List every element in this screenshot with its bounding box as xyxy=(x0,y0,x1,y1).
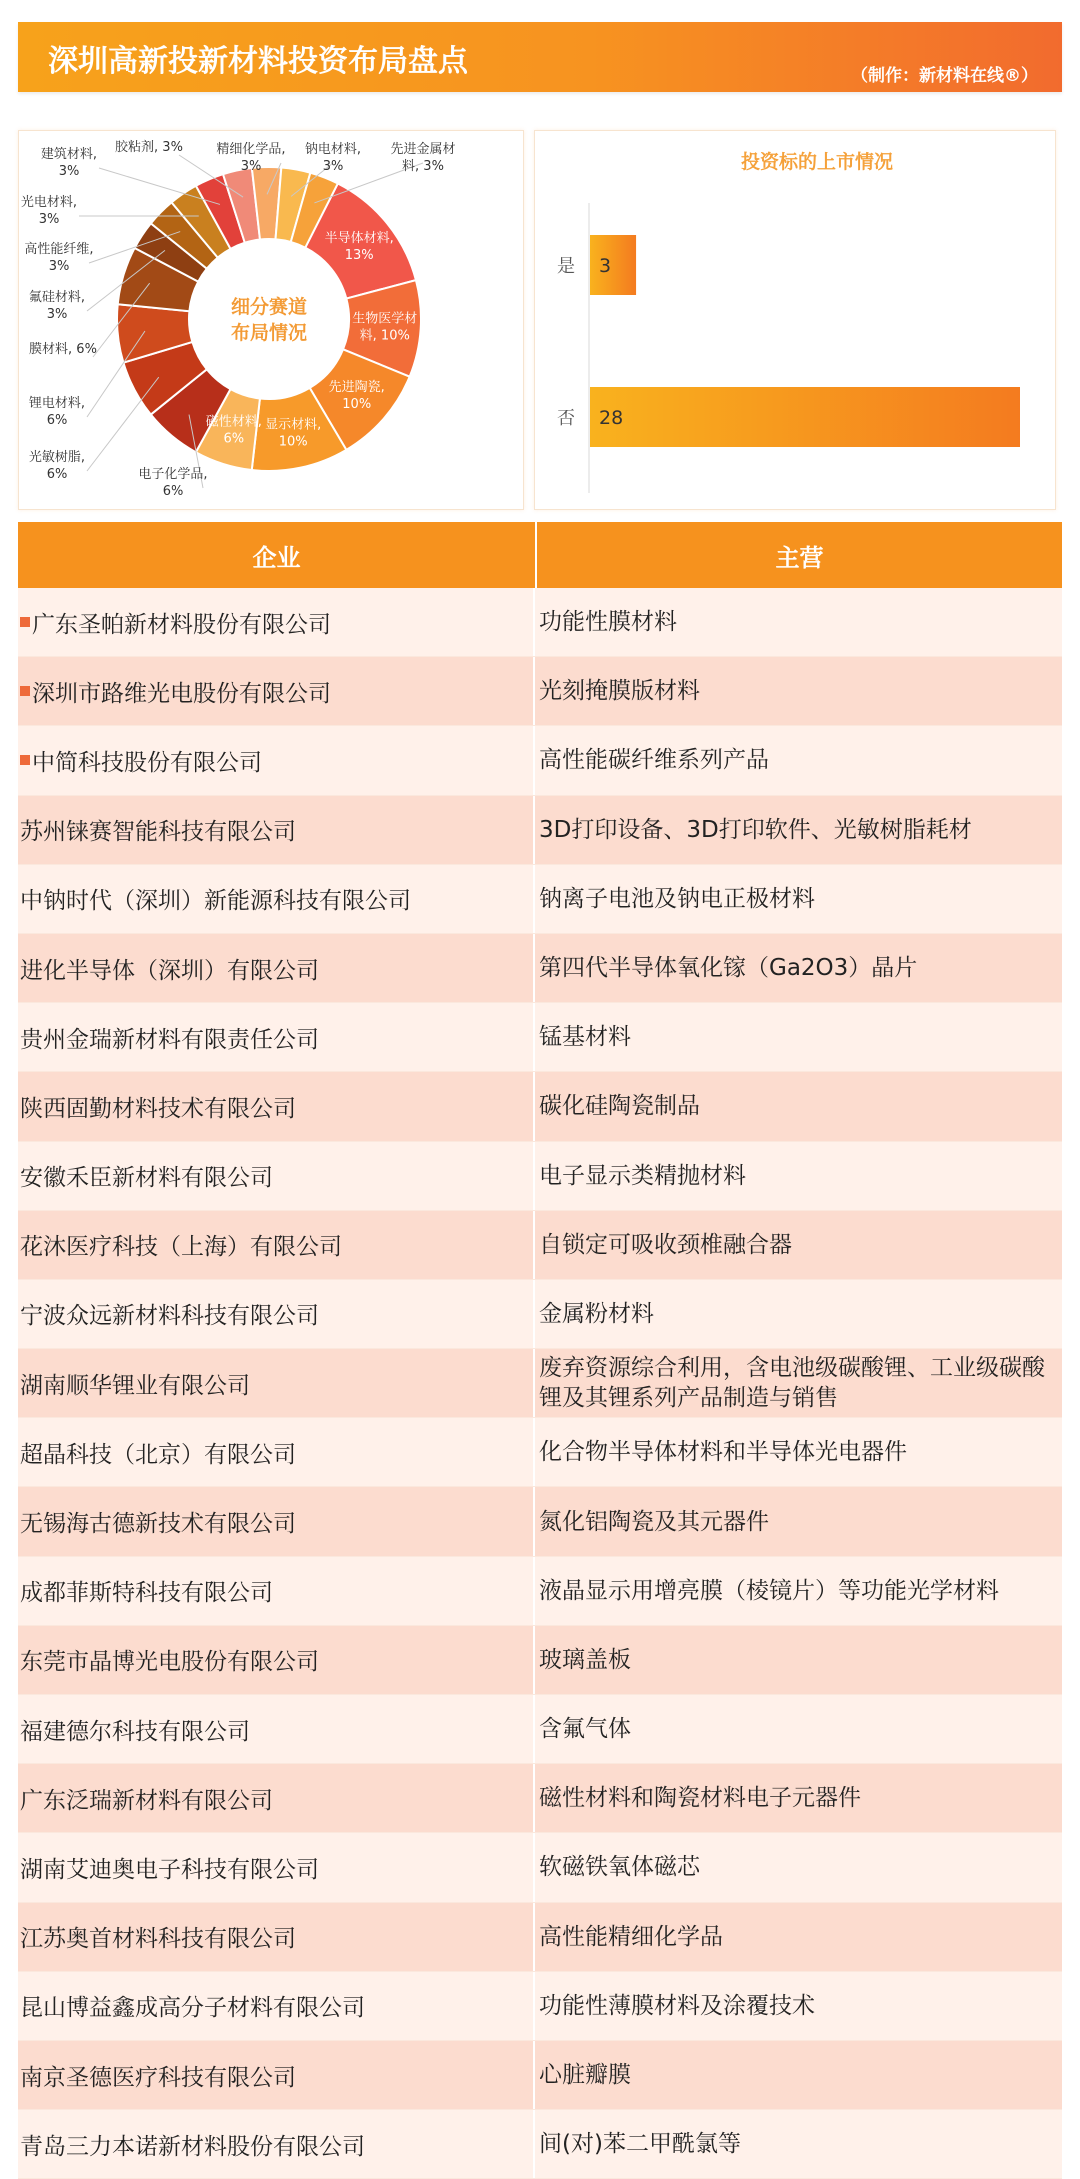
pie-chart-panel xyxy=(18,130,524,510)
company-cell xyxy=(18,865,535,933)
bar-chart-panel xyxy=(534,130,1056,510)
company-cell xyxy=(18,1487,535,1555)
table-row xyxy=(18,1280,1062,1349)
company-name: 超晶科技（北京）有限公司 xyxy=(20,1436,296,1469)
pie-outside-label: 电子化学品, 6% xyxy=(138,466,207,499)
company-name: 安徽禾臣新材料有限公司 xyxy=(20,1159,273,1192)
company-cell xyxy=(18,726,535,794)
business-cell: 功能性薄膜材料及涂覆技术 xyxy=(535,1972,1062,2040)
company-name: 青岛三力本诺新材料股份有限公司 xyxy=(20,2128,365,2161)
pie-leader-line xyxy=(87,377,159,471)
company-cell xyxy=(18,2041,535,2109)
table-row xyxy=(18,1211,1062,1280)
business-cell: 光刻掩膜版材料 xyxy=(535,657,1062,725)
pie-outside-label: 光敏树脂, 6% xyxy=(29,449,85,482)
table-row xyxy=(18,2110,1062,2179)
company-table xyxy=(18,522,1062,2179)
company-name: 进化半导体（深圳）有限公司 xyxy=(20,952,319,985)
business-cell: 自锁定可吸收颈椎融合器 xyxy=(535,1211,1062,1279)
table-row xyxy=(18,1072,1062,1141)
company-cell xyxy=(18,1764,535,1832)
table-row xyxy=(18,657,1062,726)
company-name: 湖南顺华锂业有限公司 xyxy=(20,1367,250,1400)
pie-outside-label: 锂电材料, 6% xyxy=(29,395,85,428)
pie-inside-label: 显示材料, 10% xyxy=(265,416,321,449)
business-cell: 高性能精细化学品 xyxy=(535,1903,1062,1971)
company-name: 贵州金瑞新材料有限责任公司 xyxy=(20,1021,319,1054)
business-cell: 间(对)苯二甲酰氯等 xyxy=(535,2110,1062,2178)
business-cell: 高性能碳纤维系列产品 xyxy=(535,726,1062,794)
business-cell: 金属粉材料 xyxy=(535,1280,1062,1348)
company-cell xyxy=(18,588,535,656)
table-row xyxy=(18,2041,1062,2110)
company-name: 无锡海古德新技术有限公司 xyxy=(20,1505,296,1538)
table-row xyxy=(18,1557,1062,1626)
pie-outside-label: 精细化学品, 3% xyxy=(216,141,285,174)
table-row xyxy=(18,796,1062,865)
company-cell xyxy=(18,1833,535,1901)
listed-marker-icon xyxy=(20,617,30,627)
table-row xyxy=(18,1487,1062,1556)
pie-outside-label: 膜材料, 6% xyxy=(29,341,97,357)
company-name: 南京圣德医疗科技有限公司 xyxy=(20,2059,296,2092)
table-row xyxy=(18,588,1062,657)
table-row xyxy=(18,1418,1062,1487)
business-cell: 液晶显示用增亮膜（棱镜片）等功能光学材料 xyxy=(535,1557,1062,1625)
company-name: 福建德尔科技有限公司 xyxy=(20,1713,250,1746)
pie-outside-label: 钠电材料, 3% xyxy=(305,141,361,174)
bar-chart-title: 投资标的上市情况 xyxy=(741,150,893,173)
pie-outside-label: 高性能纤维, 3% xyxy=(24,241,93,274)
header-banner xyxy=(18,22,1062,92)
pie-outside-label: 先进金属材料, 3% xyxy=(390,141,455,174)
business-cell: 玻璃盖板 xyxy=(535,1626,1062,1694)
table-row xyxy=(18,934,1062,1003)
pie-inside-label: 半导体材料, 13% xyxy=(325,230,394,263)
company-cell xyxy=(18,1349,535,1417)
company-name: 广东圣帕新材料股份有限公司 xyxy=(32,606,331,639)
company-name: 湖南艾迪奥电子科技有限公司 xyxy=(20,1851,319,1884)
business-cell: 氮化铝陶瓷及其元器件 xyxy=(535,1487,1062,1555)
business-cell: 废弃资源综合利用，含电池级碳酸锂、工业级碳酸锂及其锂系列产品制造与销售 xyxy=(535,1349,1062,1417)
table-row xyxy=(18,726,1062,795)
company-name: 中钠时代（深圳）新能源科技有限公司 xyxy=(20,882,411,915)
table-row xyxy=(18,1003,1062,1072)
company-cell xyxy=(18,1003,535,1071)
company-name: 宁波众远新材料科技有限公司 xyxy=(20,1297,319,1330)
bar-category-label: 否 xyxy=(557,408,575,429)
pie-inside-label: 生物医学材料, 10% xyxy=(352,311,417,344)
table-row xyxy=(18,1903,1062,1972)
pie-chart xyxy=(19,131,523,509)
bar-chart xyxy=(535,131,1055,509)
company-name: 成都菲斯特科技有限公司 xyxy=(20,1574,273,1607)
pie-outside-label: 光电材料, 3% xyxy=(21,194,77,227)
table-row xyxy=(18,1349,1062,1418)
company-name: 广东泛瑞新材料有限公司 xyxy=(20,1782,273,1815)
business-cell: 钠离子电池及钠电正极材料 xyxy=(535,865,1062,933)
business-cell: 3D打印设备、3D打印软件、光敏树脂耗材 xyxy=(535,796,1062,864)
business-cell: 锰基材料 xyxy=(535,1003,1062,1071)
company-cell xyxy=(18,934,535,1002)
company-cell xyxy=(18,657,535,725)
company-cell xyxy=(18,1142,535,1210)
company-name: 中简科技股份有限公司 xyxy=(32,744,262,777)
business-cell: 第四代半导体氧化镓（Ga2O3）晶片 xyxy=(535,934,1062,1002)
business-cell: 功能性膜材料 xyxy=(535,588,1062,656)
company-cell xyxy=(18,1972,535,2040)
table-header xyxy=(18,522,1062,588)
credit-text: （制作：新材料在线®） xyxy=(851,61,1038,86)
business-cell: 心脏瓣膜 xyxy=(535,2041,1062,2109)
bar xyxy=(590,235,636,295)
page-title: 深圳高新投新材料投资布局盘点 xyxy=(48,36,468,80)
business-cell: 碳化硅陶瓷制品 xyxy=(535,1072,1062,1140)
company-name: 昆山博益鑫成高分子材料有限公司 xyxy=(20,1989,365,2022)
business-cell: 软磁铁氧体磁芯 xyxy=(535,1833,1062,1901)
company-name: 江苏奥首材料科技有限公司 xyxy=(20,1920,296,1953)
company-cell xyxy=(18,2110,535,2178)
company-cell xyxy=(18,1280,535,1348)
pie-outside-label: 建筑材料, 3% xyxy=(41,146,97,179)
pie-center-label: 细分赛道布局情况 xyxy=(231,295,307,344)
company-cell xyxy=(18,1211,535,1279)
table-row xyxy=(18,1626,1062,1695)
company-cell xyxy=(18,1072,535,1140)
company-cell xyxy=(18,1557,535,1625)
company-cell xyxy=(18,1626,535,1694)
listed-marker-icon xyxy=(20,686,30,696)
table-row xyxy=(18,1833,1062,1902)
pie-inside-label: 磁性材料, 6% xyxy=(206,414,262,447)
table-row xyxy=(18,865,1062,934)
business-cell: 含氟气体 xyxy=(535,1695,1062,1763)
table-row xyxy=(18,1695,1062,1764)
header-company: 企业 xyxy=(18,522,537,588)
company-name: 苏州铼赛智能科技有限公司 xyxy=(20,813,296,846)
company-cell xyxy=(18,1418,535,1486)
bar-value-label: 3 xyxy=(599,255,611,277)
listed-marker-icon xyxy=(20,755,30,765)
table-row xyxy=(18,1142,1062,1211)
company-cell xyxy=(18,796,535,864)
company-cell xyxy=(18,1903,535,1971)
business-cell: 磁性材料和陶瓷材料电子元器件 xyxy=(535,1764,1062,1832)
header-business: 主营 xyxy=(537,522,1062,588)
company-name: 陕西固勤材料技术有限公司 xyxy=(20,1090,296,1123)
bar-category-label: 是 xyxy=(557,256,575,277)
pie-outside-label: 胶粘剂, 3% xyxy=(115,139,183,155)
pie-inside-label: 先进陶瓷, 10% xyxy=(329,379,385,412)
company-name: 东莞市晶博光电股份有限公司 xyxy=(20,1643,319,1676)
company-name: 深圳市路维光电股份有限公司 xyxy=(32,675,331,708)
table-row xyxy=(18,1972,1062,2041)
table-row xyxy=(18,1764,1062,1833)
table-body xyxy=(18,588,1062,2179)
company-cell xyxy=(18,1695,535,1763)
business-cell: 电子显示类精抛材料 xyxy=(535,1142,1062,1210)
pie-outside-label: 氟硅材料, 3% xyxy=(29,289,85,322)
bar xyxy=(590,387,1020,447)
company-name: 花沐医疗科技（上海）有限公司 xyxy=(20,1228,342,1261)
business-cell: 化合物半导体材料和半导体光电器件 xyxy=(535,1418,1062,1486)
bar-value-label: 28 xyxy=(599,407,623,429)
